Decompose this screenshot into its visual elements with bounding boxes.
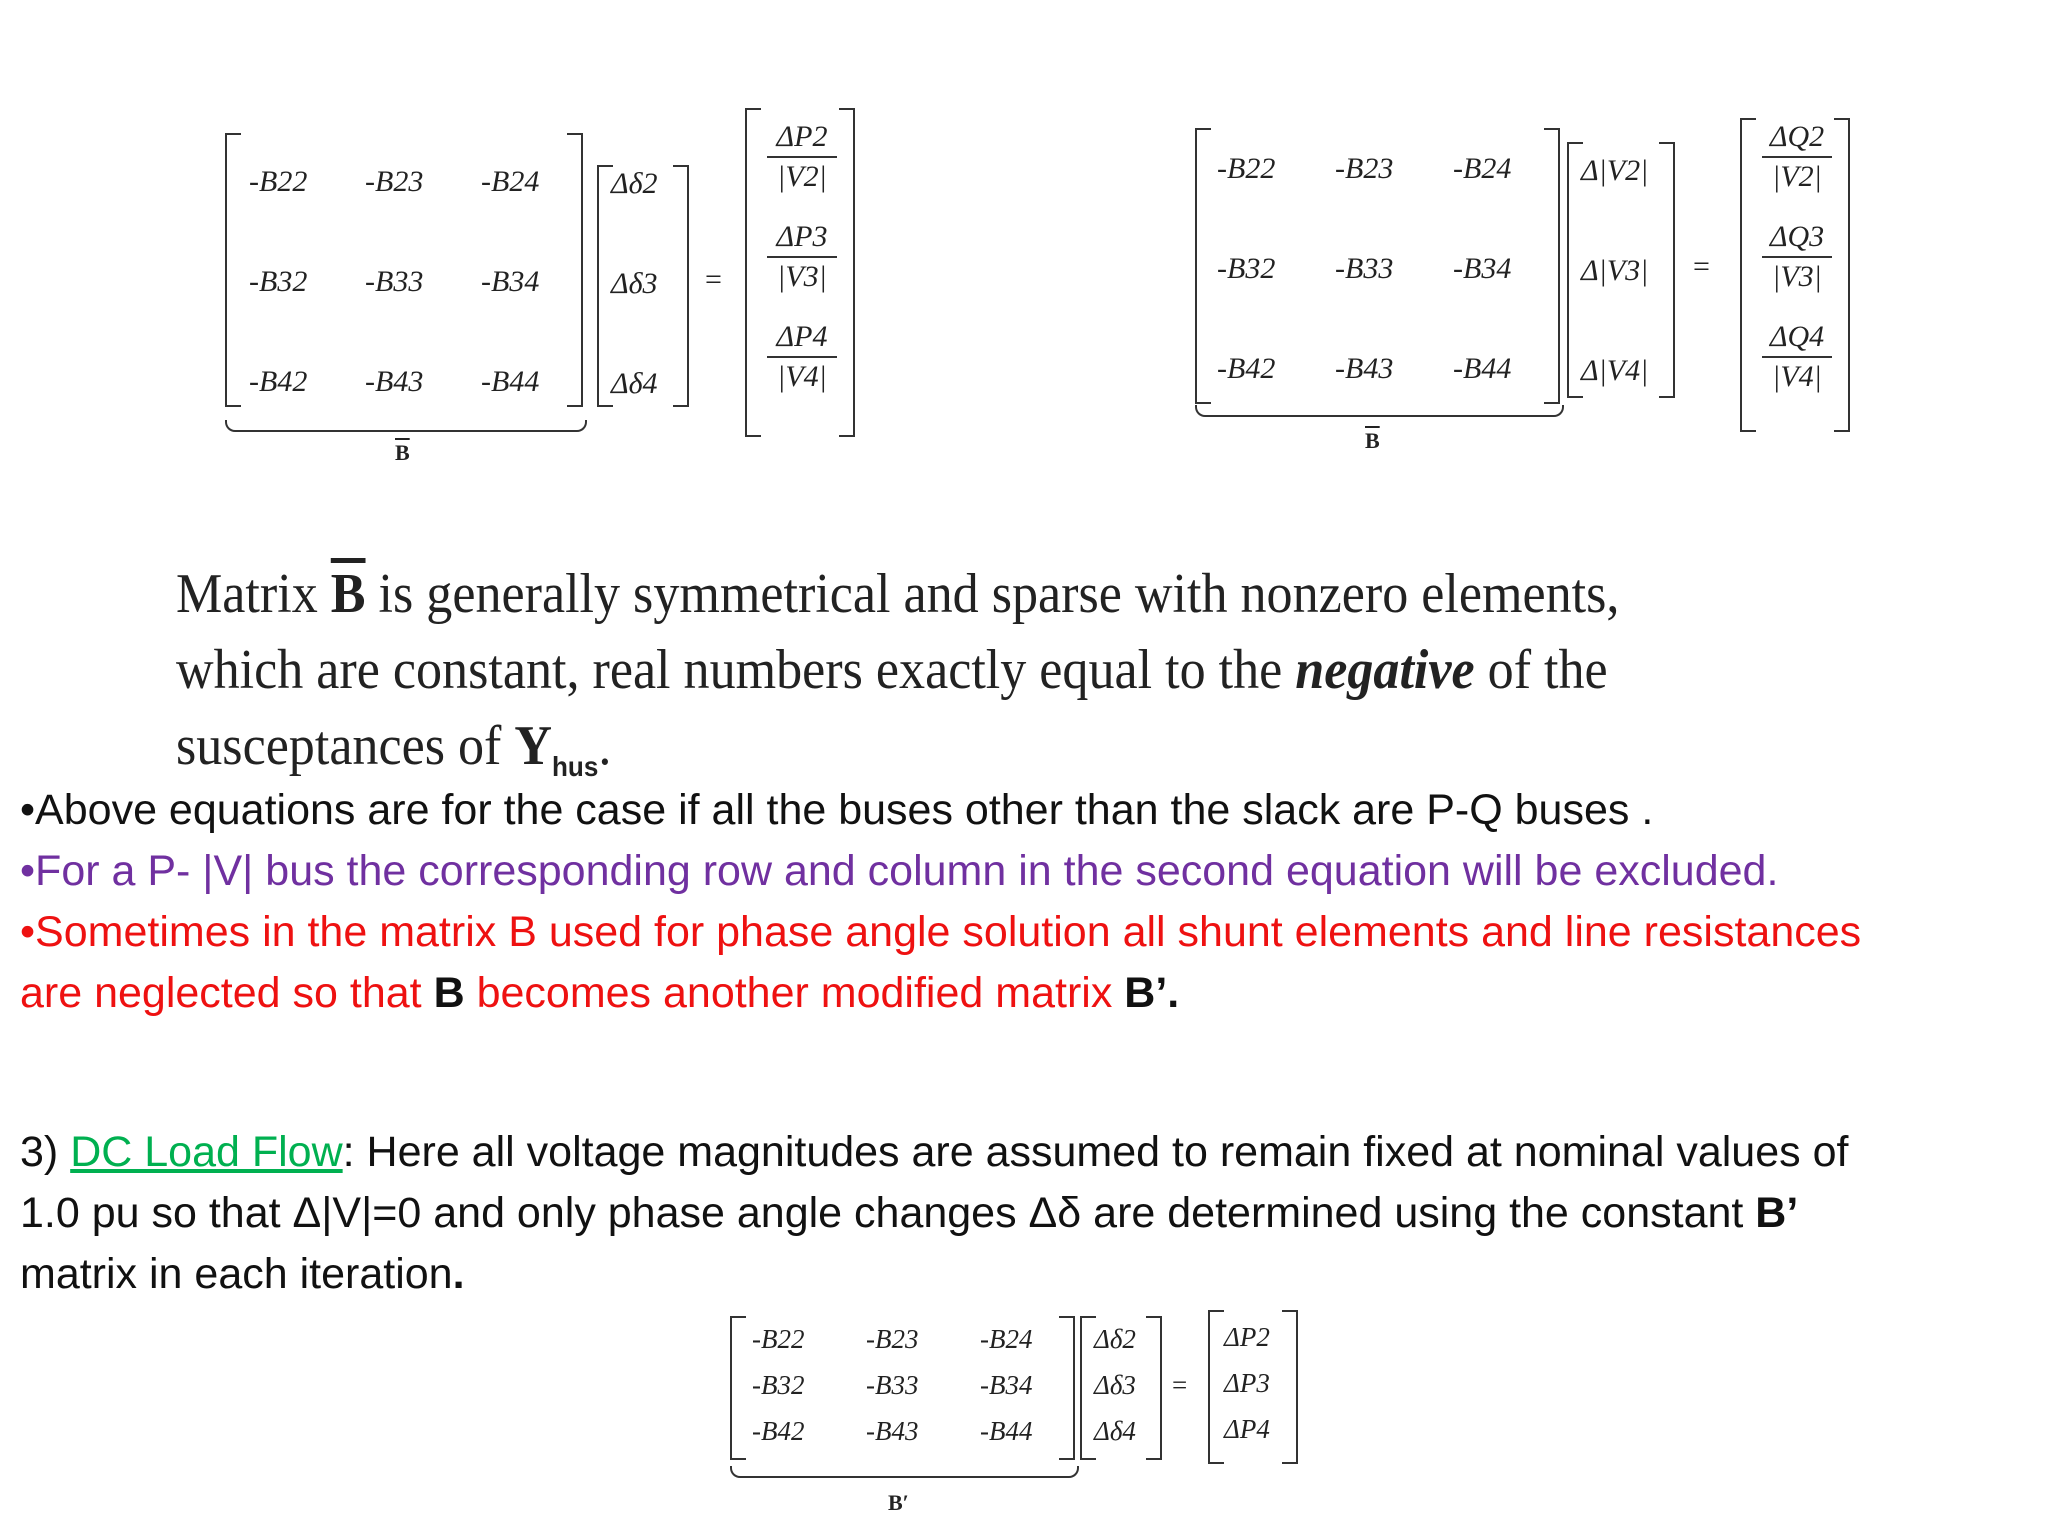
eq3-cell: -B24 <box>980 1324 1033 1354</box>
dc-load-flow-line3: matrix in each iteration. <box>20 1250 465 1298</box>
eq1-matrix <box>225 135 583 405</box>
eq1-vec-cell: Δδ4 <box>611 367 658 400</box>
eq3-cell: -B22 <box>752 1324 805 1354</box>
eq2-rhs <box>1740 120 1850 430</box>
bullet-pv-bus: •For a P- |V| bus the corresponding row and column in the second equation will be excluded. <box>20 847 1779 895</box>
eq1-vec-cell: Δδ2 <box>611 167 658 200</box>
eq3-vec-cell: Δδ4 <box>1094 1416 1136 1446</box>
eq3-vec-cell: Δδ3 <box>1094 1370 1136 1400</box>
eq1-rhs-frac: ΔP2 |V2| <box>767 120 837 194</box>
eq2-rhs-frac: ΔQ2 |V2| <box>1762 120 1832 194</box>
eq2-vec-cell: Δ|V3| <box>1581 254 1649 287</box>
eq2-cell: -B43 <box>1335 352 1394 385</box>
eq2-cell: -B33 <box>1335 252 1394 285</box>
eq2-vector <box>1567 144 1675 396</box>
bullet-pq-buses: •Above equations are for the case if all the buses other than the slack are P-Q buses . <box>20 786 1654 834</box>
eq2-equals: = <box>1693 250 1710 283</box>
eq1-cell: -B44 <box>481 365 540 398</box>
eq3-cell: -B34 <box>980 1370 1033 1400</box>
eq2-underbrace <box>1195 405 1564 417</box>
eq2-cell: -B42 <box>1217 352 1276 385</box>
eq3-matrix <box>730 1318 1075 1458</box>
matrix-b-note: Matrix $\overline{B}$ is generally symmetrical and sparse with nonzero elements, which are constant, real numbers exactly equal to the negative of the susceptances of $Y_{hus}$. <box>176 563 1620 783</box>
eq1-cell: -B33 <box>365 265 424 298</box>
eq2-vec-cell: Δ|V4| <box>1581 354 1649 387</box>
eq2-label: $\overline{B}$ <box>1365 428 1380 453</box>
eq3-rhs-cell: ΔP4 <box>1224 1414 1270 1444</box>
dc-load-flow-link[interactable]: DC Load Flow <box>70 1128 343 1176</box>
eq1-rhs-frac: ΔP3 |V3| <box>767 220 837 294</box>
eq1-cell: -B32 <box>249 265 308 298</box>
eq2-cell: -B23 <box>1335 152 1394 185</box>
eq1-vector <box>597 167 689 405</box>
eq3-cell: -B44 <box>980 1416 1033 1446</box>
eq3-cell: -B33 <box>866 1370 919 1400</box>
bullet-sometimes-line2: are neglected so that B becomes another modified matrix B’. <box>20 969 1180 1017</box>
eq2-matrix <box>1195 130 1560 402</box>
eq1-cell: -B23 <box>365 165 424 198</box>
eq1-underbrace <box>225 420 587 432</box>
eq1-cell: -B42 <box>249 365 308 398</box>
eq2-cell: -B34 <box>1453 252 1512 285</box>
eq1-vec-cell: Δδ3 <box>611 267 658 300</box>
eq1-cell: -B22 <box>249 165 308 198</box>
eq2-vec-cell: Δ|V2| <box>1581 154 1649 187</box>
eq1-label: $\overline{B}$ <box>395 440 410 465</box>
eq3-cell: -B32 <box>752 1370 805 1400</box>
eq3-cell: -B23 <box>866 1324 919 1354</box>
eq2-cell: -B22 <box>1217 152 1276 185</box>
eq2-cell: -B32 <box>1217 252 1276 285</box>
eq1-rhs <box>745 110 855 435</box>
eq1-cell: -B24 <box>481 165 540 198</box>
eq2-cell: -B24 <box>1453 152 1512 185</box>
eq3-rhs-cell: ΔP3 <box>1224 1368 1270 1398</box>
eq2-rhs-frac: ΔQ3 |V3| <box>1762 220 1832 294</box>
eq3-cell: -B43 <box>866 1416 919 1446</box>
eq2-rhs-frac: ΔQ4 |V4| <box>1762 320 1832 394</box>
dc-load-flow-line1: 3) DC Load Flow: Here all voltage magnitudes are assumed to remain fixed at nominal values of <box>20 1128 1849 1176</box>
eq3-rhs-cell: ΔP2 <box>1224 1322 1270 1352</box>
eq1-cell: -B43 <box>365 365 424 398</box>
eq2-cell: -B44 <box>1453 352 1512 385</box>
eq1-cell: -B34 <box>481 265 540 298</box>
eq3-vector <box>1080 1318 1162 1458</box>
bullet-sometimes-line1: •Sometimes in the matrix B used for phase angle solution all shunt elements and line resistances <box>20 908 1862 956</box>
eq3-vec-cell: Δδ2 <box>1094 1324 1136 1354</box>
eq3-equals: = <box>1172 1370 1188 1400</box>
eq3-label: B′ <box>888 1490 909 1515</box>
eq3-rhs <box>1208 1312 1298 1462</box>
dc-load-flow-line2: 1.0 pu so that Δ|V|=0 and only phase angle changes Δδ are determined using the constant B’ <box>20 1189 1799 1237</box>
eq1-rhs-frac: ΔP4 |V4| <box>767 320 837 394</box>
eq3-cell: -B42 <box>752 1416 805 1446</box>
eq1-equals: = <box>705 263 722 296</box>
eq3-underbrace <box>730 1466 1079 1478</box>
